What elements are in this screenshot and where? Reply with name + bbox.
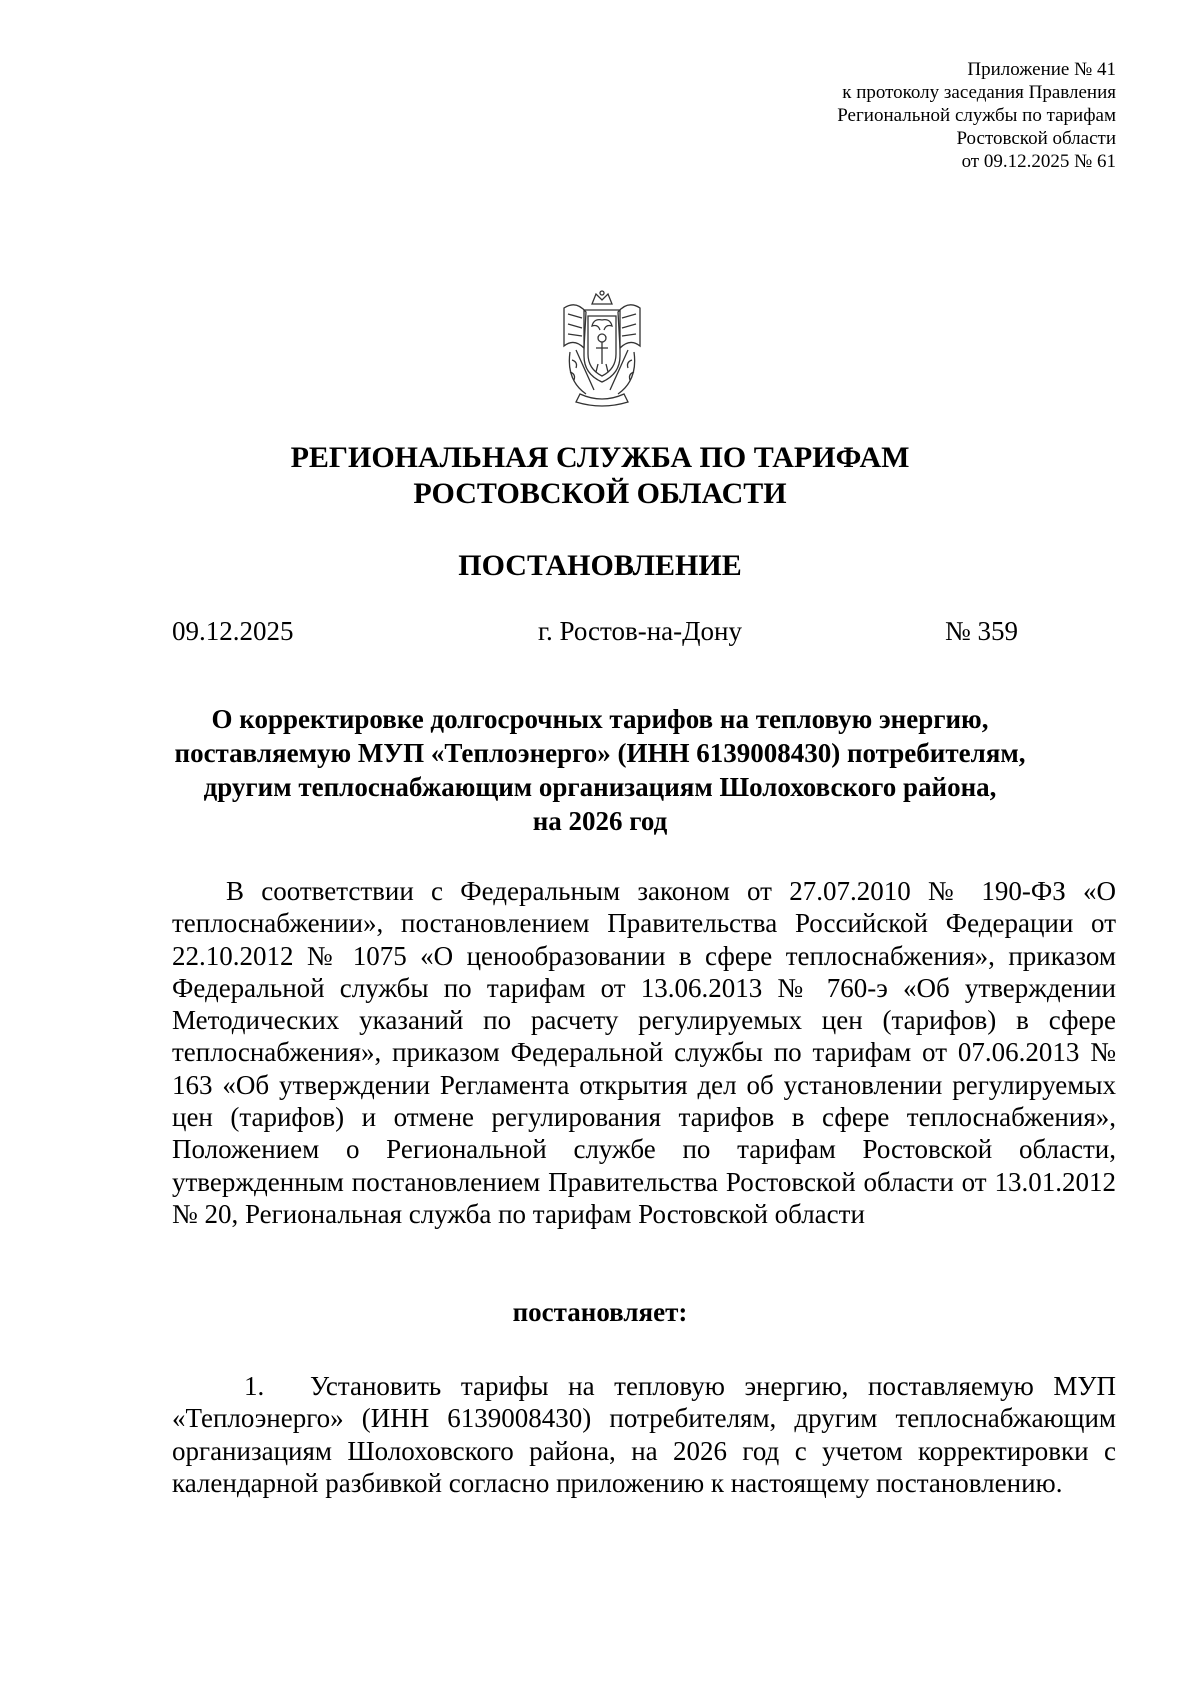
organization-name-line: РЕГИОНАЛЬНАЯ СЛУЖБА ПО ТАРИФАМ: [290, 441, 910, 474]
subject-line: другим теплоснабжающим организациям Шолоховского района,: [203, 772, 997, 802]
document-type: ПОСТАНОВЛЕНИЕ: [458, 549, 742, 582]
appendix-line: от 09.12.2025 № 61: [961, 151, 1116, 172]
clause-text: Установить тарифы на тепловую энергию, поставляемую МУП «Теплоэнерго» (ИНН 6139008430) потребителям, другим теплоснабжающим организациям Шолоховского района, на 2026 год с учетом корректировки с календарной разбивкой согласно приложению к настоящему постановлению.: [172, 1371, 1116, 1498]
appendix-line: Ростовской области: [956, 128, 1116, 149]
document-date: 09.12.2025: [172, 616, 294, 646]
document-city: г. Ростов-на-Дону: [538, 616, 743, 646]
appendix-note: [837, 58, 1116, 173]
document-number: № 359: [945, 616, 1019, 646]
document-subject: [100, 702, 1100, 838]
organization-name-line: РОСТОВСКОЙ ОБЛАСТИ: [413, 477, 787, 510]
appendix-line: к протоколу заседания Правления: [842, 82, 1116, 103]
resolves-heading: постановляет:: [512, 1297, 688, 1327]
appendix-line: Приложение № 41: [967, 59, 1116, 80]
subject-line: поставляемую МУП «Теплоэнерго» (ИНН 6139008430) потребителям,: [174, 738, 1026, 768]
organization-name: [100, 440, 1100, 512]
appendix-line: Региональной службы по тарифам: [837, 105, 1116, 126]
subject-line: О корректировке долгосрочных тарифов на тепловую энергию,: [211, 704, 989, 734]
subject-line: на 2026 год: [532, 806, 668, 836]
coat-of-arms-icon: [556, 290, 648, 408]
clause-number: 1.: [244, 1371, 265, 1401]
clause-1: [172, 1370, 1116, 1499]
preamble-paragraph: В соответствии с Федеральным законом от 27.07.2010 № 190-ФЗ «О теплоснабжении», постановлением Правительства Российской Федерации от 22.10.2012 № 1075 «О ценообразовании в сфере теплоснабжения», приказом Федеральной службы по тарифам от 13.06.2013 № 760-э «Об утверждении Методических указаний по расчету регулируемых цен (тарифов) в сфере теплоснабжения», приказом Федеральной службы по тарифам от 07.06.2013 № 163 «Об утверждении Регламента открытия дел об установлении регулируемых цен (тарифов) и отмене регулирования тарифов в сфере теплоснабжения», Положением о Региональной службе по тарифам Ростовской области, утвержденным постановлением Правительства Ростовской области от 13.01.2012 № 20, Региональная служба по тарифам Ростовской области: [172, 876, 1116, 1229]
